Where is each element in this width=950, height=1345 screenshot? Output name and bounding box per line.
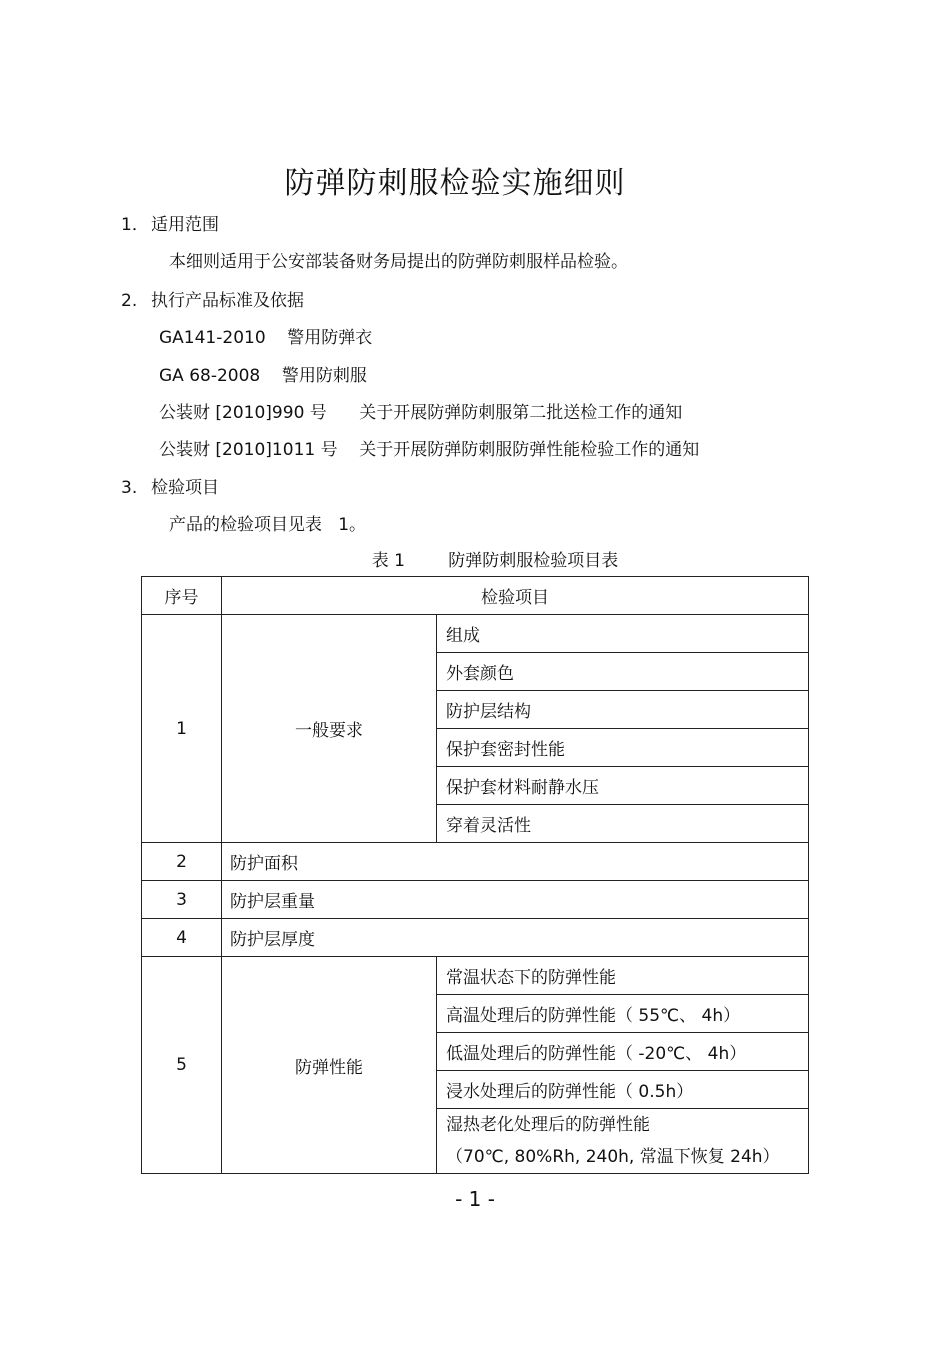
section-number: 2. bbox=[121, 291, 138, 311]
row-item: 常温状态下的防弹性能 bbox=[437, 957, 809, 995]
table-row bbox=[142, 615, 809, 653]
table-row bbox=[142, 919, 809, 957]
section-number: 3. bbox=[121, 478, 138, 498]
row-item: 防护层厚度 bbox=[222, 919, 809, 957]
table-row bbox=[142, 881, 809, 919]
row-item: 低温处理后的防弹性能（ -20℃、 4h） bbox=[437, 1033, 809, 1071]
section-3-body: 产品的检验项目见表 1。 bbox=[169, 515, 367, 535]
row-item: 组成 bbox=[437, 615, 809, 653]
table-caption: 表 1 防弹防刺服检验项目表 bbox=[371, 551, 619, 571]
section-title: 适用范围 bbox=[151, 215, 219, 235]
section-3-heading bbox=[121, 473, 219, 498]
row-item: 穿着灵活性 bbox=[437, 805, 809, 843]
table-header-row bbox=[142, 577, 809, 615]
standard-item: 公装财 [2010]1011 号 关于开展防弹防刺服防弹性能检验工作的通知 bbox=[159, 440, 700, 460]
row-item-line: （70℃, 80%Rh, 240h, 常温下恢复 24h） bbox=[446, 1147, 780, 1167]
row-seq: 1 bbox=[142, 615, 222, 843]
section-number: 1． bbox=[121, 215, 149, 235]
standard-item: 公装财 [2010]990 号 关于开展防弹防刺服第二批送检工作的通知 bbox=[159, 403, 683, 423]
table-row bbox=[142, 843, 809, 881]
section-1-heading bbox=[121, 210, 219, 235]
table-row bbox=[142, 957, 809, 995]
row-item bbox=[437, 1109, 809, 1174]
row-item: 防护面积 bbox=[222, 843, 809, 881]
section-2-heading bbox=[121, 286, 304, 311]
header-seq: 序号 bbox=[142, 577, 222, 615]
row-item: 保护套密封性能 bbox=[437, 729, 809, 767]
section-title: 检验项目 bbox=[151, 478, 219, 498]
row-item-line: 湿热老化处理后的防弹性能 bbox=[446, 1115, 650, 1135]
standard-item: GA 68-2008 警用防刺服 bbox=[159, 366, 367, 386]
page-number: - 1 - bbox=[455, 1187, 495, 1211]
row-item: 保护套材料耐静水压 bbox=[437, 767, 809, 805]
section-1-body: 本细则适用于公安部装备财务局提出的防弹防刺服样品检验。 bbox=[169, 252, 628, 272]
document-title: 防弹防刺服检验实施细则 bbox=[284, 166, 626, 201]
row-item: 高温处理后的防弹性能（ 55℃、 4h） bbox=[437, 995, 809, 1033]
standard-item: GA141-2010 警用防弹衣 bbox=[159, 328, 373, 348]
row-category: 防弹性能 bbox=[222, 957, 437, 1174]
inspection-items-table bbox=[141, 576, 809, 1174]
row-item: 外套颜色 bbox=[437, 653, 809, 691]
row-item: 防护层结构 bbox=[437, 691, 809, 729]
row-category: 一般要求 bbox=[222, 615, 437, 843]
row-item: 浸水处理后的防弹性能（ 0.5h） bbox=[437, 1071, 809, 1109]
row-seq: 5 bbox=[142, 957, 222, 1174]
row-seq: 2 bbox=[142, 843, 222, 881]
row-seq: 3 bbox=[142, 881, 222, 919]
row-seq: 4 bbox=[142, 919, 222, 957]
row-item: 防护层重量 bbox=[222, 881, 809, 919]
header-item: 检验项目 bbox=[222, 577, 809, 615]
section-title: 执行产品标准及依据 bbox=[151, 291, 304, 311]
